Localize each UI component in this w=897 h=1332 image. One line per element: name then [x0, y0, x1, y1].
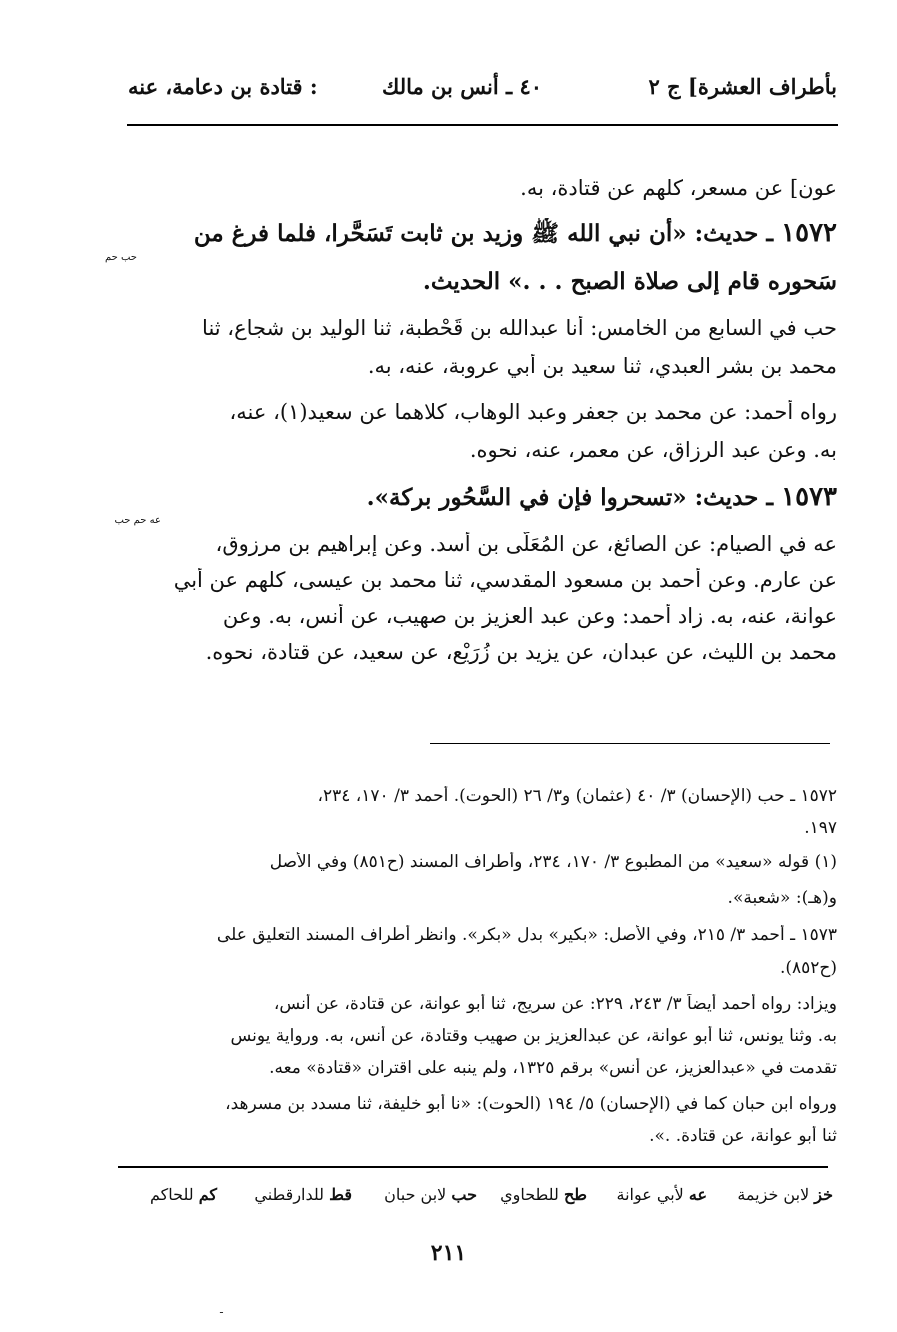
- footnote-line: ويزاد: رواه أحمد أيضاً ٣/ ٢٤٣، ٢٢٩: عن سريج، ثنا أبو عوانة، عن قتادة، عن أنس،: [273, 994, 837, 1014]
- source-marks: حب حم: [104, 252, 137, 263]
- body-line: محمد بن الليث، عن عبدان، عن يزيد بن زُرَيْع، عن سعيد، عن قتادة، نحوه.: [205, 640, 837, 664]
- body-line: حب في السابع من الخامس: أنا عبدالله بن قَحْطبة، ثنا الوليد بن شجاع، ثنا: [202, 316, 837, 340]
- header-chapter: ٤٠ ـ أنس بن مالك: [382, 74, 542, 99]
- legend-item: طح للطحاوي: [500, 1185, 587, 1204]
- header-rule: [127, 124, 838, 126]
- footnote-line: ورواه ابن حبان كما في (الإحسان) ٥/ ١٩٤ (الحوت): «نا أبو خليفة، ثنا مسدد بن مسرهد،: [225, 1094, 837, 1114]
- body-line: عن عارم. وعن أحمد بن مسعود المقدسي، ثنا محمد بن عيسى، كلهم عن أبي: [173, 568, 837, 592]
- legend-item: كم للحاكم: [150, 1185, 217, 1204]
- legend-item: حب لابن حبان: [384, 1185, 477, 1204]
- body-line: عه في الصيام: عن الصائغ، عن المُعَلَّى بن أسد. وعن إبراهيم بن مرزوق،: [215, 532, 837, 556]
- header-book-title: بأطراف العشرة] ج ٢: [648, 74, 837, 99]
- print-mark: ـ: [220, 1305, 223, 1316]
- hadith-number: ١٥٧٢: [781, 218, 837, 248]
- footnote-line: تقدمت في «عبدالعزيز، عن أنس» برقم ١٣٢٥، ولم ينبه على اقتران «قتادة» معه.: [269, 1058, 837, 1078]
- legend-item: خز لابن خزيمة: [737, 1185, 833, 1204]
- source-marks: عه حم حب: [114, 515, 161, 526]
- hadith-1572-title: [127, 218, 837, 249]
- hadith-text: ـ حديث: «أن نبي الله ﷺ وزيد بن ثابت تَسَحَّرا، فلما فرغ من: [193, 220, 774, 247]
- footnote-line: (ح٨٥٢).: [779, 958, 837, 978]
- page-number: ٢١١: [430, 1240, 467, 1266]
- footnote-line: ١٩٧.: [804, 818, 837, 838]
- body-line: به. وعن عبد الرزاق، عن معمر، عنه، نحوه.: [469, 438, 837, 462]
- hadith-number: ١٥٧٣: [781, 482, 837, 512]
- body-line: عوانة، عنه، به. زاد أحمد: وعن عبد العزيز بن صهيب، عن أنس، به. وعن: [222, 604, 837, 628]
- footnote-line: ١٥٧٣ ـ أحمد ٣/ ٢١٥، وفي الأصل: «بكير» بدل «بكر». وانظر أطراف المسند التعليق على: [216, 925, 837, 945]
- hadith-text: ـ حديث: «تسحروا فإن في السَّحُور بركة».: [366, 484, 774, 511]
- header-narrator: : قتادة بن دعامة، عنه: [128, 74, 318, 99]
- body-line: محمد بن بشر العبدي، ثنا سعيد بن أبي عروبة، عنه، به.: [367, 354, 837, 378]
- legend-item: عه لأبي عوانة: [616, 1185, 707, 1204]
- footnote-line: و(هـ): «شعبة».: [727, 888, 837, 908]
- footnote-line: ثنا أبو عوانة، عن قتادة. .».: [649, 1126, 837, 1146]
- legend-rule: [118, 1166, 828, 1168]
- hadith-1572-continuation: سَحوره قام إلى صلاة الصبح . . .» الحديث.: [422, 268, 837, 295]
- body-line: رواه أحمد: عن محمد بن جعفر وعبد الوهاب، كلاهما عن سعيد(١)، عنه،: [229, 400, 837, 424]
- footnote-separator: [430, 743, 830, 744]
- body-line: عون] عن مسعر، كلهم عن قتادة، به.: [520, 176, 837, 200]
- legend-item: قط للدارقطني: [254, 1185, 352, 1204]
- footnote-line: به. وثنا يونس، ثنا أبو عوانة، عن عبدالعزيز بن صهيب وقتادة، عن أنس، به. ورواية يونس: [230, 1026, 837, 1046]
- footnote-line: (١) قوله «سعيد» من المطبوع ٣/ ١٧٠، ٢٣٤، وأطراف المسند (ح٨٥١) وفي الأصل: [269, 852, 837, 872]
- footnote-line: ١٥٧٢ ـ حب (الإحسان) ٣/ ٤٠ (عثمان) و٣/ ٢٦ (الحوت). أحمد ٣/ ١٧٠، ٢٣٤،: [317, 786, 837, 806]
- hadith-1573-title: [127, 482, 837, 513]
